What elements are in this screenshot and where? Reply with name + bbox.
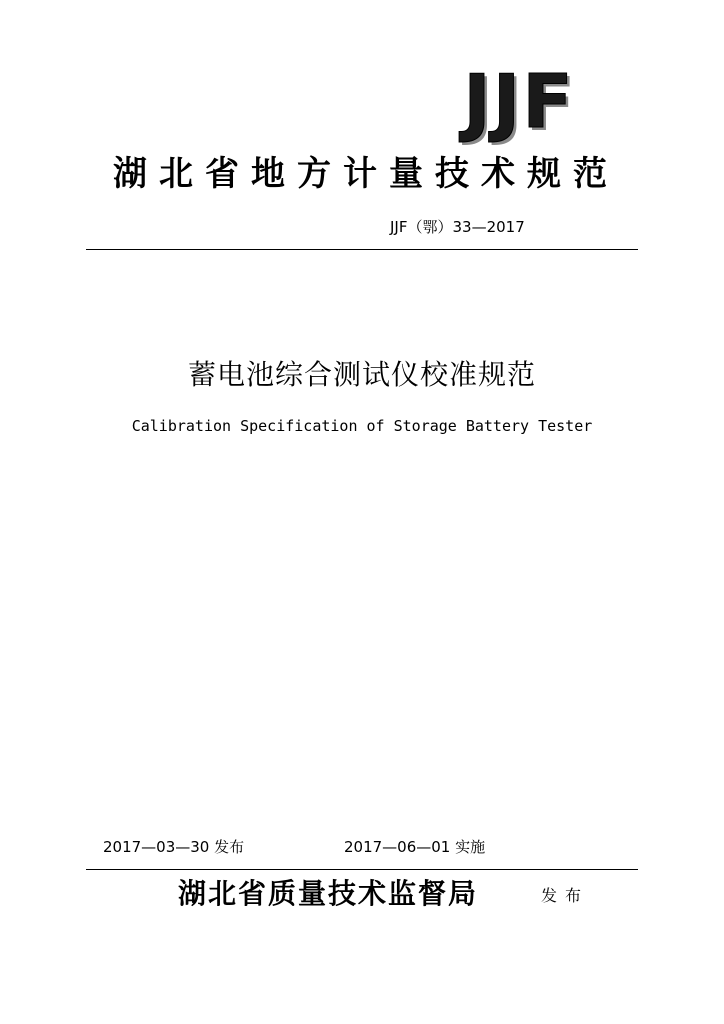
implementation-date: 2017—06—01 实施 bbox=[344, 838, 486, 856]
logo-text: JJF bbox=[463, 59, 575, 145]
bottom-divider bbox=[86, 869, 638, 870]
document-code: JJF（鄂）33—2017 bbox=[390, 218, 525, 236]
jjf-logo bbox=[432, 59, 606, 145]
document-title-english: Calibration Specification of Storage Battery Tester bbox=[131, 417, 593, 435]
issue-date: 2017—03—30 发布 bbox=[103, 838, 245, 856]
top-divider bbox=[86, 249, 638, 250]
org-title: 湖北省地方计量技术规范 bbox=[113, 154, 619, 194]
issuing-label: 发布 bbox=[541, 886, 590, 905]
document-title-chinese: 蓄电池综合测试仪校准规范 bbox=[187, 358, 536, 391]
issuing-authority: 湖北省质量技术监督局 bbox=[178, 877, 479, 910]
